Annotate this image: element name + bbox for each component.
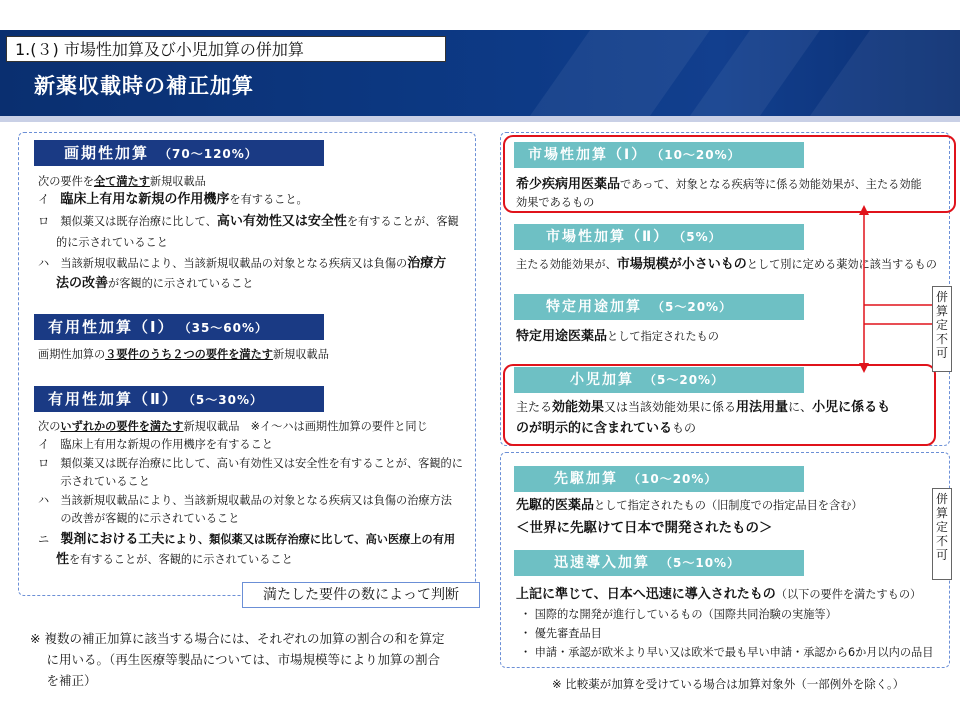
jinsoku-range: （5～10%）: [660, 556, 741, 570]
heika1-char: 算: [935, 304, 948, 318]
shijo1-line2: 効果であるもの: [516, 196, 595, 209]
kakki-ro-mark: ロ: [38, 215, 50, 228]
kakki-i-mark: イ: [38, 193, 50, 206]
kakki-ro-pre: 類似薬又は既存治療に比して、: [60, 215, 217, 228]
left-note: [30, 628, 444, 691]
heika1-char: 可: [935, 346, 948, 360]
kakki-ha-mark: ハ: [38, 257, 50, 270]
yuyo1-header: [34, 314, 324, 340]
shijo1-range: （10～20%）: [657, 148, 741, 162]
senku-bold: 先駆的医薬品: [516, 498, 595, 513]
yuyo2-ni-bold1: 製剤における工夫: [60, 532, 165, 547]
jinsoku-item-1: ・ 国際的な開発が進行しているもの（国際共同治験の実施等）: [520, 608, 837, 621]
header-underline: [0, 116, 960, 122]
jinsoku-header: [514, 550, 804, 576]
shoni-line2: [516, 420, 696, 437]
jinsoku-text: [516, 586, 921, 603]
heika2-char: 不: [935, 534, 948, 548]
left-note-line2: に用いる。（再生医療等製品については、市場規模等により加算の割合: [30, 652, 440, 667]
tokutei-post: として指定されたもの: [607, 330, 719, 343]
yuyo2-ni-line2: [56, 551, 293, 568]
yuyo2-item-i: イ 臨床上有用な新規の作用機序を有すること: [38, 438, 273, 451]
yuyo2-item-ha-1: ハ 当該新規収載品により、当該新規収載品の対象となる疾病又は負傷の治療方法: [38, 494, 452, 507]
yuyo2-intro-post: 新規収載品 ※イ～ハは画期性加算の要件と同じ: [183, 420, 428, 433]
kakki-ha-pre: 当該新規収載品により、当該新規収載品の対象となる疾病又は負傷の: [60, 257, 408, 270]
shoni-range: （5～20%）: [644, 373, 725, 387]
kakki-intro-post: 新規収載品: [149, 175, 206, 188]
shijo1-text: [516, 176, 922, 193]
tokutei-title: 特定用途加算: [546, 299, 642, 315]
yuyo2-intro-pre: 次の: [38, 420, 61, 433]
tokutei-header: [514, 294, 804, 320]
senku-header: [514, 466, 804, 492]
kakki-i-post: を有すること。: [229, 193, 308, 206]
kakki-ha-bold1: 治療方: [407, 256, 447, 271]
kakki-header: [34, 140, 324, 166]
kakki-item-i: [38, 191, 308, 208]
kakki-ha-line2: [56, 275, 253, 292]
shijo2-range: （5%）: [679, 230, 722, 244]
shoni-title: 小児加算: [570, 372, 634, 388]
shoni-bold4: のが明示的に含まれている: [516, 421, 673, 436]
shoni-header: [514, 367, 804, 393]
yuyo2-intro-underline: いずれかの要件を満たす: [60, 420, 184, 433]
senku-range: （10～20%）: [628, 472, 718, 486]
shoni-bold1: 効能効果: [552, 400, 605, 415]
yuyo1-text-underline: ３要件のうち２つの要件を満たす: [105, 348, 273, 361]
tokutei-range: （5～20%）: [652, 300, 733, 314]
shijo1-title: 市場性加算（Ⅰ）: [528, 147, 648, 163]
shoni-mid1: 又は当該効能効果に係る: [604, 400, 737, 414]
arrow-down-icon: [859, 363, 869, 373]
kakki-ha-post: が客観的に示されていること: [108, 277, 254, 290]
yuyo2-range: （5～30%）: [188, 393, 263, 407]
senku-line2: ＜世界に先駆けて日本で開発されたもの＞: [516, 520, 773, 536]
red-connector: [850, 205, 940, 375]
page-title: 新薬収載時の補正加算: [34, 74, 254, 98]
heika-label-2: [932, 488, 952, 580]
yuyo2-item-ro-2: 示されていること: [38, 475, 150, 488]
tokutei-text: [516, 328, 719, 345]
shoni-mid2: に、: [788, 400, 813, 414]
yuyo2-intro: [38, 418, 428, 435]
kakki-ro-bold: 高い有効性又は安全性: [216, 214, 347, 229]
senku-title: 先駆加算: [554, 471, 618, 487]
yuyo2-title: 有用性加算（Ⅱ）: [48, 390, 179, 408]
heika2-char: 定: [935, 520, 948, 534]
yuyo2-item-ha-2: の改善が客観的に示されていること: [38, 512, 240, 525]
heika2-char: 可: [935, 548, 948, 562]
heika1-char: 不: [935, 332, 948, 346]
shijo1-bold: 希少疾病用医薬品: [516, 177, 621, 192]
kakki-ro-post: を有することが、客観: [346, 215, 459, 228]
kakki-intro-underline: 全て満たす: [93, 175, 150, 188]
shoni-bold3: 小児に係るも: [812, 400, 891, 415]
heika-label-1: [932, 286, 952, 372]
senku-post: として指定されたもの（旧制度での指定品目を含む）: [594, 499, 863, 512]
shijo2-pre: 主たる効能効果が、: [516, 258, 617, 271]
kakki-range: （70～120%）: [159, 147, 258, 161]
tokutei-bold: 特定用途医薬品: [516, 329, 608, 344]
kakki-ro-line2: 的に示されていること: [56, 236, 168, 249]
yuyo1-text: [38, 346, 329, 363]
kakki-i-bold: 臨床上有用な新規の作用機序: [60, 192, 230, 207]
heika2-char: 併: [935, 492, 948, 506]
yuyo2-ni-post: を有することが、客観的に示されていること: [69, 553, 293, 566]
left-note-line3: を補正）: [30, 673, 97, 688]
yuyo2-ni-mark: ニ: [38, 533, 50, 546]
heika1-char: 併: [935, 290, 948, 304]
yuyo2-ni-bold3: 性: [56, 552, 70, 567]
yuyo1-text-pre: 画期性加算の: [38, 348, 106, 361]
kakki-item-ro: [38, 213, 459, 230]
jinsoku-item-3: ・ 申請・承認が欧米より早い又は欧米で最も早い申請・承認から6か月以内の品目: [520, 646, 934, 659]
heika1-char: 定: [935, 318, 948, 332]
shoni-text: [516, 399, 890, 416]
senku-text: [516, 497, 863, 514]
jinsoku-item-2: ・ 優先審査品目: [520, 627, 602, 640]
kakki-intro-pre: 次の要件を: [38, 175, 94, 188]
shijo1-post: であって、対象となる疾病等に係る効能効果が、主たる効能: [620, 178, 922, 191]
shijo1-header: [514, 142, 804, 168]
kakki-ha-bold2: 法の改善: [56, 276, 109, 291]
yuyo1-title: 有用性加算（Ⅰ）: [48, 318, 175, 336]
yuyo1-text-post: 新規収載品: [272, 348, 329, 361]
shijo2-header: [514, 224, 804, 250]
left-note-line1: ※ 複数の補正加算に該当する場合には、それぞれの加算の割合の和を算定: [30, 631, 445, 646]
shoni-bold2: 用法用量: [736, 400, 789, 415]
yuyo2-item-ni: [38, 531, 455, 548]
kakki-title: 画期性加算: [64, 144, 150, 162]
shijo2-title: 市場性加算（Ⅱ）: [546, 229, 670, 245]
jinsoku-post: （以下の要件を満たすもの）: [775, 588, 922, 601]
yuyo1-range: （35～60%）: [184, 321, 269, 335]
shijo2-bold: 市場規模が小さいもの: [616, 257, 747, 272]
arrow-up-icon: [859, 205, 869, 215]
yuyo2-ni-bold2: により、類似薬又は既存治療に比して、高い医療上の有用: [164, 533, 456, 546]
heika2-char: 算: [935, 506, 948, 520]
shoni-post: もの: [672, 421, 697, 435]
shoni-pre: 主たる: [516, 400, 553, 414]
kakki-intro: [38, 173, 206, 190]
judge-label: 満たした要件の数によって判断: [242, 582, 480, 608]
jinsoku-title: 迅速導入加算: [554, 555, 650, 571]
section-label: 1.(３) 市場性加算及び小児加算の併加算: [6, 36, 446, 62]
jinsoku-bold: 上記に準じて、日本へ迅速に導入されたもの: [516, 587, 776, 602]
shijo2-post: として別に定める薬効に該当するもの: [746, 258, 937, 271]
yuyo2-item-ro-1: ロ 類似薬又は既存治療に比して、高い有効性又は安全性を有することが、客観的に: [38, 457, 463, 470]
yuyo2-header: [34, 386, 324, 412]
kakki-item-ha: [38, 255, 446, 272]
right-note: ※ 比較薬が加算を受けている場合は加算対象外（一部例外を除く。）: [552, 677, 905, 691]
